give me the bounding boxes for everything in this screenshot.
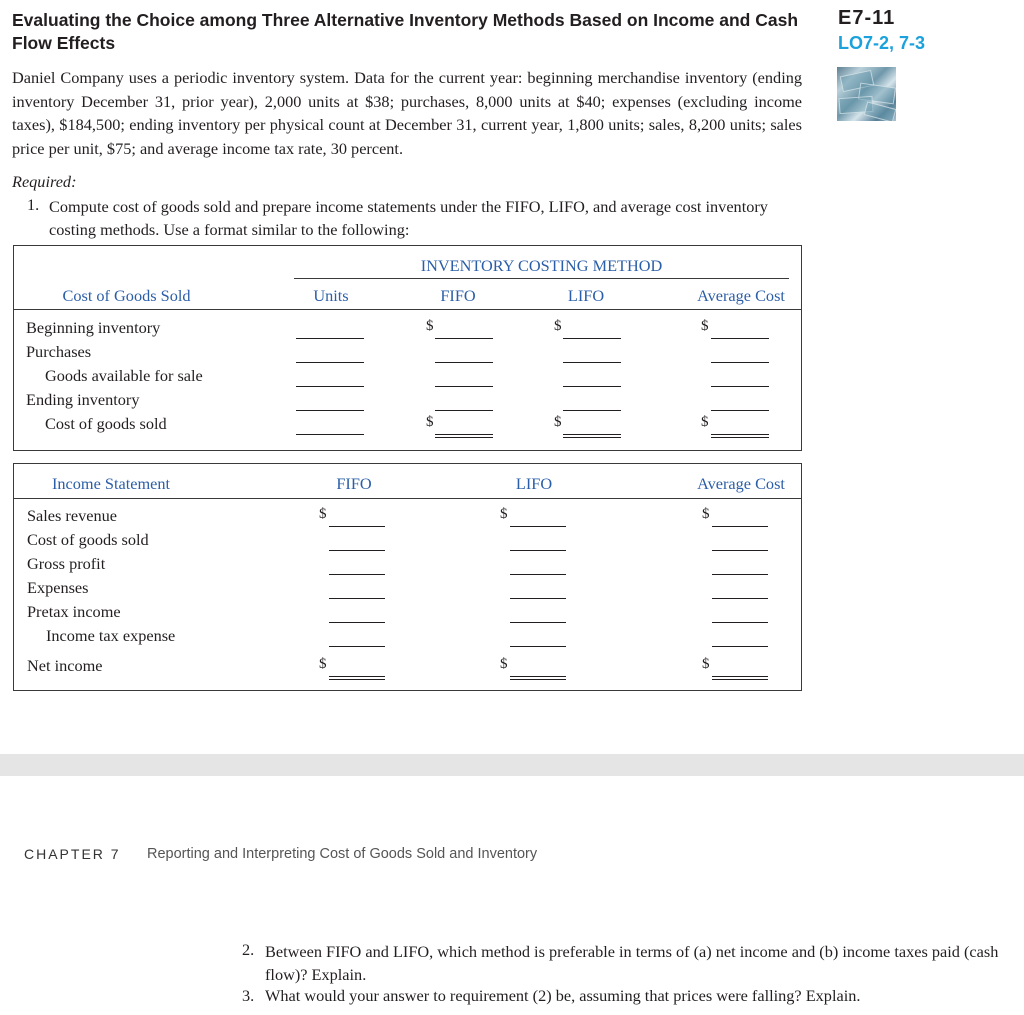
dollar-sign: $ — [500, 506, 508, 522]
income-col-lifo: LIFO — [515, 474, 553, 493]
dollar-sign: $ — [426, 414, 434, 430]
income-row-pretax: Pretax income — [27, 602, 121, 621]
answer-blank — [711, 410, 769, 411]
answer-blank — [711, 362, 769, 363]
income-row-net-income: Net income — [27, 656, 103, 675]
income-row-cogs: Cost of goods sold — [27, 530, 149, 549]
cogs-col-lifo: LIFO — [567, 286, 605, 305]
cogs-col-average: Average Cost — [697, 286, 785, 305]
requirement-1-number: 1. — [27, 195, 40, 214]
answer-blank — [712, 574, 768, 575]
dollar-sign: $ — [702, 506, 710, 522]
answer-blank — [435, 338, 493, 339]
answer-blank — [510, 550, 566, 551]
cogs-col-fifo: FIFO — [440, 286, 476, 305]
dollar-sign: $ — [319, 506, 327, 522]
cogs-col-label: Cost of Goods Sold — [62, 286, 191, 305]
answer-blank — [563, 338, 621, 339]
requirement-2-number: 2. — [242, 940, 255, 959]
income-statement-table — [13, 463, 802, 691]
exercise-number: E7-11 — [838, 7, 896, 29]
cogs-row-goods-available: Goods available for sale — [45, 366, 203, 385]
dollar-sign: $ — [701, 414, 709, 430]
answer-blank — [435, 410, 493, 411]
income-col-label: Income Statement — [52, 474, 170, 493]
dollar-sign: $ — [500, 656, 508, 672]
answer-blank — [712, 598, 768, 599]
exercise-title: Evaluating the Choice among Three Alternative Inventory Methods Based on Income and Cash Flow Effects — [12, 10, 799, 53]
answer-blank — [329, 574, 385, 575]
answer-blank-double — [435, 434, 493, 438]
answer-blank — [563, 362, 621, 363]
dollar-sign: $ — [702, 656, 710, 672]
answer-blank-double — [510, 676, 566, 680]
answer-blank — [329, 550, 385, 551]
answer-blank — [296, 386, 364, 387]
answer-blank — [510, 646, 566, 647]
answer-blank — [712, 622, 768, 623]
answer-blank — [510, 622, 566, 623]
answer-blank — [563, 386, 621, 387]
answer-blank-double — [329, 676, 385, 680]
answer-blank — [563, 410, 621, 411]
answer-blank — [329, 598, 385, 599]
dollar-sign: $ — [426, 318, 434, 334]
answer-blank-double — [711, 434, 769, 438]
answer-blank — [711, 338, 769, 339]
answer-blank-double — [712, 676, 768, 680]
dollar-sign: $ — [554, 414, 562, 430]
requirement-1-text: Compute cost of goods sold and prepare income statements under the FIFO, LIFO, and average cost inventory costing methods. Use a format similar to the following: — [49, 197, 768, 239]
problem-intro: Daniel Company uses a periodic inventory system. Data for the current year: beginning merchandise inventory (ending inventory December 31, prior year), 2,000 units at $38; purchases, 8,000 units at $40; expenses (excluding income taxes), $184,500; ending inventory per physical count at December 31, current year, 1,800 units; sales, 8,200 units; sales price per unit, $75; and average income tax rate, 30 percent. — [12, 68, 802, 158]
answer-blank — [296, 362, 364, 363]
answer-blank — [711, 386, 769, 387]
requirement-3-text: What would your answer to requirement (2) be, assuming that prices were falling? Explain. — [265, 986, 861, 1005]
answer-blank — [510, 526, 566, 527]
answer-blank — [296, 338, 364, 339]
answer-blank — [296, 434, 364, 435]
money-photo-icon — [837, 67, 896, 121]
page-break-band — [0, 754, 1024, 776]
income-col-average: Average Cost — [697, 474, 785, 493]
answer-blank — [435, 386, 493, 387]
dollar-sign: $ — [701, 318, 709, 334]
answer-blank — [510, 574, 566, 575]
answer-blank — [329, 646, 385, 647]
income-row-tax: Income tax expense — [46, 626, 176, 645]
income-row-sales: Sales revenue — [27, 506, 117, 525]
answer-blank — [435, 362, 493, 363]
cogs-col-units: Units — [313, 286, 349, 305]
cogs-row-cogs: Cost of goods sold — [45, 414, 167, 433]
answer-blank — [296, 410, 364, 411]
cogs-table — [13, 245, 802, 451]
required-label: Required: — [12, 172, 77, 191]
income-row-gross-profit: Gross profit — [27, 554, 106, 573]
answer-blank — [329, 526, 385, 527]
dollar-sign: $ — [554, 318, 562, 334]
chapter-label: CHAPTER 7 — [24, 846, 121, 862]
dollar-sign: $ — [319, 656, 327, 672]
answer-blank — [712, 550, 768, 551]
requirement-2-text: Between FIFO and LIFO, which method is preferable in terms of (a) net income and (b) income taxes paid (cash flow)? Explain. — [265, 942, 999, 984]
requirement-3-number: 3. — [242, 986, 255, 1005]
chapter-title: Reporting and Interpreting Cost of Goods Sold and Inventory — [147, 846, 538, 862]
cogs-row-beginning-inventory: Beginning inventory — [26, 318, 161, 337]
income-row-expenses: Expenses — [27, 578, 89, 597]
cogs-super-header: INVENTORY COSTING METHOD — [420, 256, 663, 275]
cogs-row-purchases: Purchases — [26, 342, 92, 361]
cogs-row-ending-inventory: Ending inventory — [26, 390, 140, 409]
answer-blank — [510, 598, 566, 599]
answer-blank — [329, 622, 385, 623]
answer-blank-double — [563, 434, 621, 438]
learning-objectives: LO7-2, 7-3 — [838, 33, 926, 53]
answer-blank — [712, 646, 768, 647]
income-col-fifo: FIFO — [336, 474, 372, 493]
answer-blank — [712, 526, 768, 527]
